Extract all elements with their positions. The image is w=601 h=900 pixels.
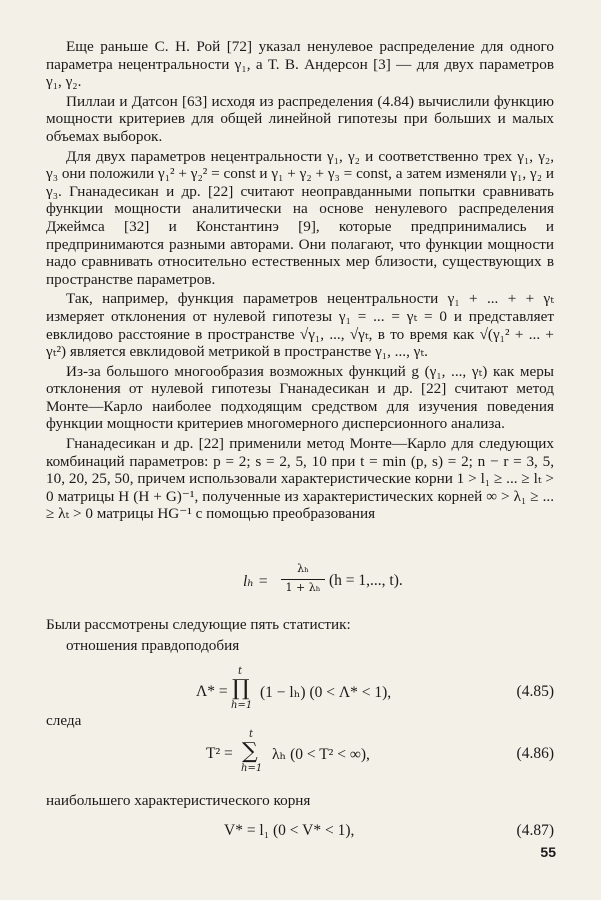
- body-text: [46, 38, 554, 523]
- eq487-expr: V* = l₁ (0 < V* < 1),: [224, 822, 355, 839]
- formula-lh-numerator: λₕ: [297, 562, 309, 575]
- eq486-upper-limit: t: [249, 729, 254, 740]
- eq485-product-symbol: ∏: [232, 676, 250, 701]
- label-max-root: наибольшего характеристического корня: [46, 792, 311, 809]
- formula-lh-lhs: lₕ =: [243, 573, 269, 590]
- formula-lh-fraction-bar: [281, 579, 325, 580]
- label-likelihood: отношения правдоподобия: [66, 637, 240, 654]
- eq485-lhs: Λ* =: [196, 683, 228, 700]
- eq486-lower-limit: h=1: [241, 763, 263, 774]
- stats-intro: Были рассмотрены следующие пять статистик:: [46, 616, 351, 633]
- eq485-upper-limit: t: [238, 666, 243, 677]
- eq486-lhs: T² =: [206, 745, 233, 762]
- eq486-number: (4.86): [516, 745, 554, 762]
- paragraph-1: Еще раньше С. Н. Рой [72] указал ненулевое распределение для одного параметра нецентральности γ₁, а Т. В. Андерсон [3] — для двух параметров γ₁, γ₂.: [46, 38, 554, 91]
- paragraph-2: Пиллаи и Датсон [63] исходя из распределения (4.84) вычислили функцию мощности критериев для общей линейной гипотезы при больших и малых объемах выборок.: [46, 92, 554, 145]
- page-number: 55: [540, 844, 556, 860]
- formula-lh-denominator: 1 + λₕ: [285, 581, 321, 594]
- paragraph-5: Из-за большого многообразия возможных функций g (γ₁, ..., γₜ) как меры отклонения от нулевой гипотезы Гнанадесикан и др. [22] считают метод Монте—Карло наиболее подходящим средством для изучения поведения функции мощности критериев многомерного дисперсионного анализа.: [46, 362, 554, 433]
- eq485-body: (1 − lₕ) (0 < Λ* < 1),: [260, 684, 392, 701]
- paragraph-3: Для двух параметров нецентральности γ₁, γ₂ и соответственно трех γ₁, γ₂, γ₃ они положили γ₁² + γ₂² = const и γ₁ + γ₂ + γ₃ = const, а затем изменяли γ₁, γ₂ и γ₃. Гнанадесикан и др. [22] считают неоправданными попытки сравнивать функции мощности аналитически на основе ненулевого распределения Джеймса [32] и Константинэ [9], которые предпринимались и предпринимаются разными авторами. Они полагают, что функции мощности надо сравнивать относительно естественных мер близости, существующих в пространстве параметров.: [46, 147, 554, 288]
- eq485-lower-limit: h=1: [231, 700, 253, 711]
- label-trace: следа: [46, 712, 82, 729]
- eq487-number: (4.87): [516, 822, 554, 839]
- formula-lh-condition: (h = 1,..., t).: [329, 572, 403, 589]
- paragraph-6: Гнанадесикан и др. [22] применили метод Монте—Карло для следующих комбинаций параметров: p = 2; s = 2, 5, 10 при t = min (p, s) = 2; n − r = 3, 5, 10, 20, 25, 50, причем использовали характеристические корни 1 > l₁ ≥ ... ≥ lₜ > 0 матрицы H (H + G)⁻¹, полученные из характеристических корней ∞ > λ₁ ≥ ... ≥ λₜ > 0 матрицы HG⁻¹ с помощью преобразования: [46, 435, 554, 523]
- eq485-number: (4.85): [516, 683, 554, 700]
- eq486-body: λₕ (0 < T² < ∞),: [272, 746, 370, 763]
- paragraph-4: Так, например, функция параметров нецентральности γ₁ + ... + + γₜ измеряет отклонения от нулевой гипотезы γ₁ = ... = γₜ = 0 и представляет евклидово расстояние в пространстве √γ₁, ..., √γₜ, в то время как √(γ₁² + ... + γₜ²) является евклидовой метрикой в пространстве γ₁, ..., γₜ.: [46, 290, 554, 361]
- eq486-sum-symbol: ∑: [242, 739, 258, 764]
